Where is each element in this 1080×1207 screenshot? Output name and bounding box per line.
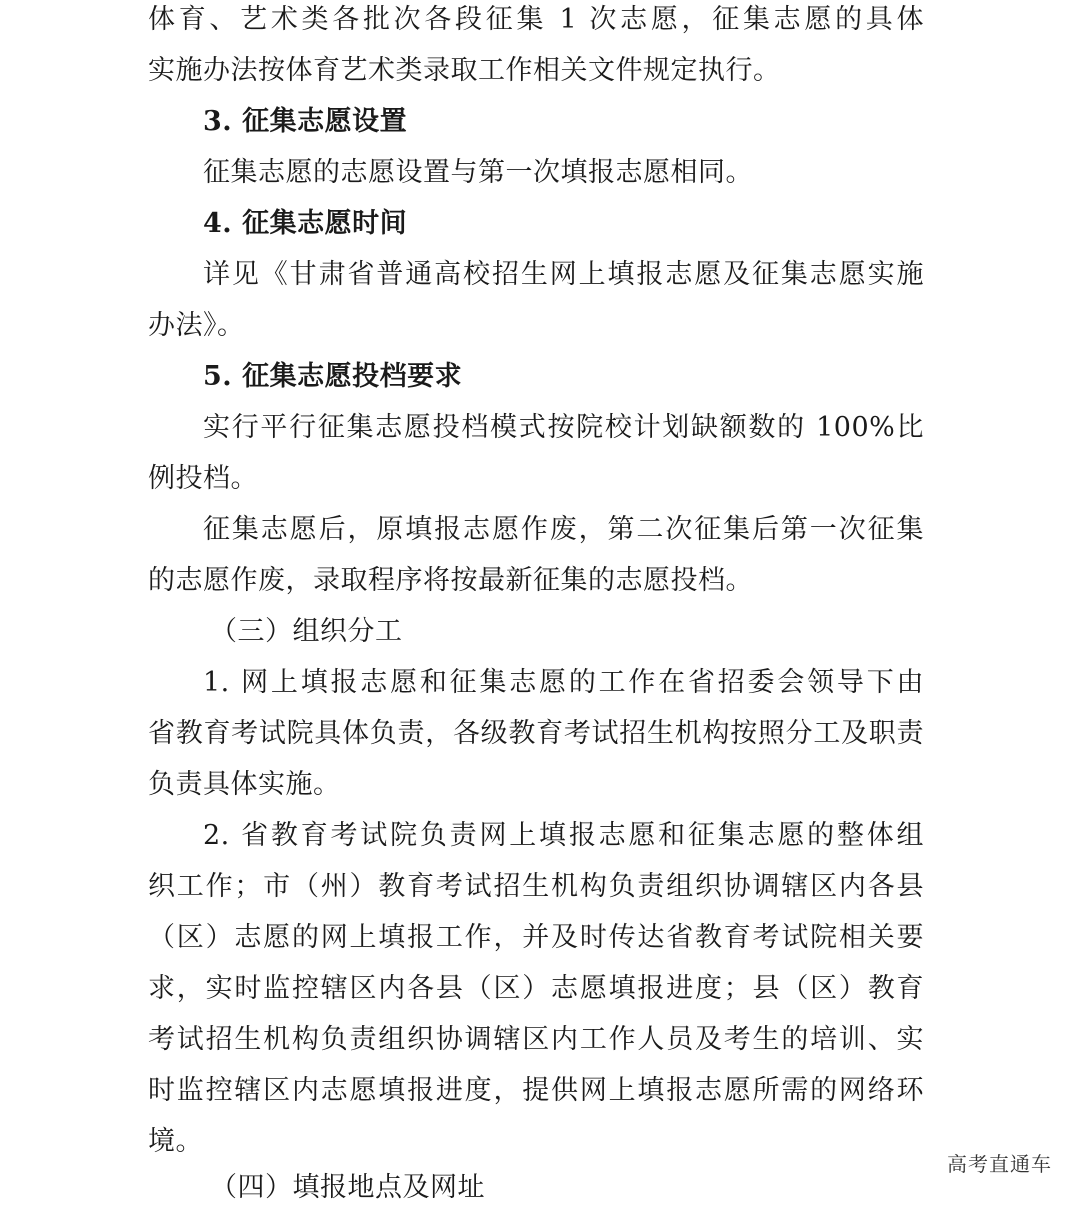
body-text-line: 例投档。 (148, 463, 258, 494)
body-text-line: 征集志愿后，原填报志愿作废，第二次征集后第一次征集 (203, 514, 924, 545)
body-text-line: （区）志愿的网上填报工作，并及时传达省教育考试院相关要 (148, 922, 924, 953)
body-text-line: 考试招生机构负责组织协调辖区内工作人员及考生的培训、实 (148, 1024, 924, 1055)
body-text-line: 省教育考试院具体负责，各级教育考试招生机构按照分工及职责 (148, 718, 924, 749)
body-text-line: 织工作；市（州）教育考试招生机构负责组织协调辖区内各县 (148, 871, 924, 902)
watermark-text: 高考直通车 (947, 1152, 1052, 1176)
subsection-heading: （四）填报地点及网址 (210, 1172, 485, 1203)
body-text-line: 实施办法按体育艺术类录取工作相关文件规定执行。 (148, 55, 781, 86)
body-text-line: 办法》。 (148, 310, 245, 341)
section-heading: 5. 征集志愿投档要求 (203, 361, 463, 392)
body-text-line: 体育、艺术类各批次各段征集 1 次志愿，征集志愿的具体 (148, 4, 924, 35)
body-text-line: 2. 省教育考试院负责网上填报志愿和征集志愿的整体组 (203, 820, 924, 851)
section-heading: 4. 征集志愿时间 (203, 208, 408, 239)
body-text-line: 负责具体实施。 (148, 769, 341, 800)
body-text-line: 时监控辖区内志愿填报进度，提供网上填报志愿所需的网络环 (148, 1075, 924, 1106)
body-text-line: 的志愿作废，录取程序将按最新征集的志愿投档。 (148, 565, 753, 596)
subsection-heading: （三）组织分工 (210, 616, 403, 647)
body-text-line: 求，实时监控辖区内各县（区）志愿填报进度；县（区）教育 (148, 973, 924, 1004)
body-text-line: 境。 (148, 1126, 203, 1157)
body-text-line: 征集志愿的志愿设置与第一次填报志愿相同。 (203, 157, 753, 188)
body-text-line: 实行平行征集志愿投档模式按院校计划缺额数的 100%比 (203, 412, 924, 443)
body-text-line: 1. 网上填报志愿和征集志愿的工作在省招委会领导下由 (203, 667, 924, 698)
body-text-line: 详见《甘肃省普通高校招生网上填报志愿及征集志愿实施 (203, 259, 924, 290)
section-heading: 3. 征集志愿设置 (203, 106, 408, 137)
